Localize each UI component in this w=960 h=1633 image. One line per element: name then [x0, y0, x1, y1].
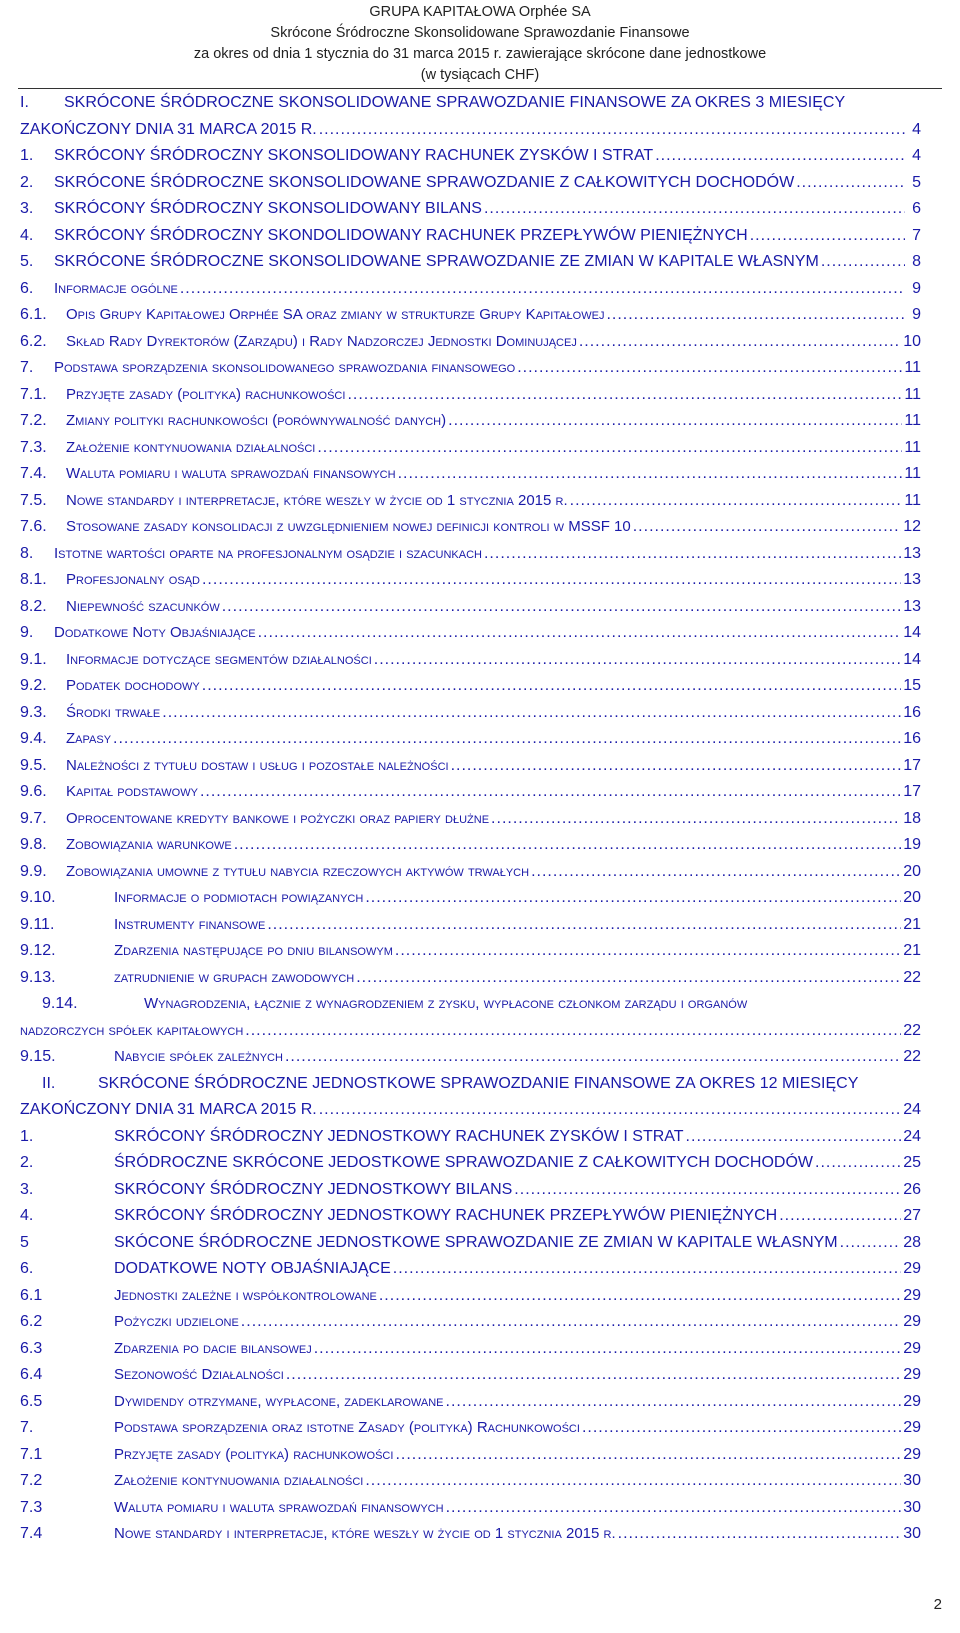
toc-entry[interactable] — [20, 1468, 921, 1495]
toc-page-number: 7 — [912, 226, 921, 244]
toc-entry[interactable] — [20, 1495, 921, 1522]
toc-entry-title-cont: ZAKOŃCZONY DNIA 31 MARCA 2015 R. — [20, 1101, 317, 1118]
toc-entry-number: II. — [42, 1074, 56, 1092]
toc-page-number: 29 — [903, 1286, 921, 1304]
toc-page-number: 29 — [903, 1313, 921, 1330]
toc-leader-dots — [180, 276, 905, 303]
toc-entry-number: 6.1. — [20, 306, 47, 323]
toc-entry-number: 7.4 — [20, 1525, 43, 1542]
toc-entry-number: 7.5. — [20, 491, 47, 509]
toc-leader-dots — [398, 461, 903, 488]
toc-entry-title: Informacje ogólne — [54, 279, 178, 297]
toc-entry[interactable] — [20, 991, 921, 1044]
toc-page-number: 20 — [903, 862, 921, 880]
toc-page-number: 29 — [903, 1260, 921, 1277]
toc-entry-title: SKRÓCONE ŚRÓDROCZNE JEDNOSTKOWE SPRAWOZDANIE FINANSOWE ZA OKRES 12 MIESIĘCY — [98, 1074, 859, 1092]
toc-entry-number: 8. — [20, 544, 34, 562]
toc-entry-title: Pożyczki udzielone — [114, 1313, 239, 1330]
toc-page-number: 11 — [904, 359, 921, 376]
toc-entry[interactable] — [20, 938, 921, 965]
toc-page-number: 22 — [903, 968, 921, 986]
toc-entry-title: Kapitał podstawowy — [66, 783, 198, 800]
toc-entry-number: 9.11. — [20, 915, 55, 933]
toc-entry-title: Stosowane zasady konsolidacji z uwzględnieniem nowej definicji kontroli w MSSF 10 — [66, 518, 631, 535]
toc-entry-title: Jednostki zależne i współkontrolowane — [114, 1286, 377, 1304]
toc-leader-dots — [491, 806, 901, 833]
toc-entry-number: 9.12. — [20, 942, 56, 959]
toc-entry-number: 8.1. — [20, 571, 47, 588]
toc-entry-title: Zapasy — [66, 730, 112, 747]
toc-entry[interactable] — [20, 1336, 921, 1363]
toc-leader-dots — [222, 594, 901, 621]
toc-entry[interactable] — [20, 1442, 921, 1469]
toc-entry-title: Podatek dochodowy — [66, 677, 200, 694]
toc-leader-dots — [162, 700, 901, 727]
toc-page-number: 29 — [903, 1392, 921, 1410]
toc-page-number: 5 — [912, 173, 921, 191]
toc-entry-title: Niepewność szacunków — [66, 597, 220, 615]
toc-page-number: 11 — [904, 412, 921, 429]
toc-entry-number: 7.1. — [20, 385, 47, 403]
toc-leader-dots — [655, 143, 905, 170]
toc-page-number: 13 — [903, 571, 921, 588]
toc-entry-title: Założenie kontynuowania działalności — [114, 1472, 364, 1489]
toc-page-number: 29 — [903, 1339, 921, 1357]
toc-leader-dots — [446, 1389, 902, 1416]
toc-page-number: 21 — [903, 942, 921, 959]
toc-leader-dots — [258, 620, 902, 647]
toc-entry-title: Informacje dotyczące segmentów działalności — [66, 650, 372, 668]
toc-entry[interactable] — [20, 1071, 921, 1124]
toc-entry-title: Środki trwałe — [66, 703, 161, 721]
toc-page-number: 22 — [903, 1048, 921, 1065]
toc-leader-dots — [606, 302, 905, 329]
header-period: za okres od dnia 1 stycznia do 31 marca 2015 r. zawierające skrócone dane jednostkowe — [193, 46, 767, 62]
toc-leader-dots — [356, 965, 901, 992]
header-currency: (w tysiącach CHF) — [420, 67, 540, 83]
toc-entry-title: SKRÓCONE ŚRÓDROCZNE SKONSOLIDOWANE SPRAWOZDANIE Z CAŁKOWITYCH DOCHODÓW — [54, 173, 795, 191]
toc-page-number: 18 — [903, 809, 921, 827]
toc-entry-number: 4. — [20, 1207, 34, 1224]
toc-page-number: 6 — [912, 200, 921, 217]
toc-entry[interactable] — [20, 726, 921, 753]
toc-leader-dots — [267, 912, 901, 939]
toc-leader-dots — [365, 1468, 901, 1495]
page-number: 2 — [933, 1596, 942, 1613]
toc-entry-title: Instrumenty finansowe — [114, 915, 266, 933]
toc-entry-title: Nowe standardy i interpretacje, które weszły w życie od 1 stycznia 2015 r. — [114, 1525, 616, 1542]
toc-entry-title: Sezonowość Działalności — [114, 1366, 284, 1383]
toc-leader-dots — [840, 1230, 902, 1257]
toc-leader-dots — [113, 726, 901, 753]
toc-leader-dots — [451, 753, 902, 780]
toc-entry-number: 3. — [20, 200, 34, 217]
toc-entry-title: Skład Rady Dyrektorów (Zarządu) i Rady Nadzorczej Jednostki Dominującej — [66, 332, 577, 350]
toc-entry-number: 9. — [20, 624, 34, 641]
toc-leader-dots — [319, 1097, 902, 1124]
toc-page-number: 24 — [903, 1101, 921, 1118]
toc-entry-title: Oprocentowane kredyty bankowe i pożyczki oraz papiery dłużne — [66, 809, 490, 827]
toc-page-number: 15 — [903, 677, 921, 694]
toc-page-number: 9 — [912, 279, 921, 297]
toc-leader-dots — [365, 885, 901, 912]
toc-entry-number: 6.4 — [20, 1366, 43, 1383]
toc-leader-dots — [395, 1442, 901, 1469]
toc-entry-number: 3. — [20, 1180, 34, 1198]
toc-entry-number: 7.4. — [20, 465, 47, 482]
toc-entry[interactable] — [20, 673, 921, 700]
toc-entry-title: SKRÓCONY ŚRÓDROCZNY SKONSOLIDOWANY BILANS — [54, 200, 482, 217]
toc-entry-title: Nabycie spółek zależnych — [114, 1048, 283, 1065]
toc-leader-dots — [815, 1150, 901, 1177]
toc-entry-title: SKRÓCONY ŚRÓDROCZNY JEDNOSTKOWY BILANS — [114, 1180, 513, 1198]
toc-entry-title: Należności z tytułu dostaw i usług i pozostałe należności — [66, 756, 449, 774]
toc-entry[interactable] — [20, 965, 921, 992]
toc-leader-dots — [484, 541, 901, 568]
toc-page-number: 12 — [903, 518, 921, 535]
toc-entry-number: 4. — [20, 226, 34, 244]
toc-entry[interactable] — [20, 700, 921, 727]
toc-page-number: 16 — [903, 730, 921, 747]
toc-page-number: 13 — [903, 544, 921, 562]
toc-entry-number: 7.6. — [20, 518, 47, 535]
toc-entry-title: Podstawa sporządzenia skonsolidowanego sprawozdania finansowego — [54, 359, 516, 376]
toc-entry[interactable] — [20, 302, 921, 329]
toc-leader-dots — [319, 117, 905, 144]
toc-page-number: 8 — [912, 253, 921, 270]
toc-entry[interactable] — [20, 1309, 921, 1336]
toc-leader-dots — [570, 488, 903, 515]
toc-entry-title: Zobowiązania umowne z tytułu nabycia rzeczowych aktywów trwałych — [66, 862, 530, 880]
toc-entry-number: 9.15. — [20, 1048, 56, 1065]
toc-entry-title: SKRÓCONY ŚRÓDROCZNY SKONDOLIDOWANY RACHUNEK PRZEPŁYWÓW PIENIĘŻNYCH — [54, 226, 748, 244]
toc-entry[interactable] — [20, 912, 921, 939]
toc-entry[interactable] — [20, 620, 921, 647]
toc-leader-dots — [517, 355, 902, 382]
toc-entry[interactable] — [20, 594, 921, 621]
toc-leader-dots — [286, 1362, 901, 1389]
toc-entry-title: Zdarzenia następujące po dniu bilansowym — [114, 942, 393, 959]
toc-leader-dots — [202, 673, 901, 700]
toc-leader-dots — [582, 1415, 901, 1442]
toc-entry-number: 5. — [20, 253, 34, 270]
toc-leader-dots — [821, 249, 905, 276]
toc-page-number: 11 — [904, 385, 921, 403]
header-company: GRUPA KAPITAŁOWA Orphée SA — [369, 4, 591, 20]
toc-entry-title: Podstawa sporządzenia oraz istotne Zasady (polityka) Rachunkowości — [114, 1419, 580, 1436]
toc-entry[interactable] — [20, 461, 921, 488]
toc-entry[interactable] — [20, 90, 921, 143]
toc-entry[interactable] — [20, 435, 921, 462]
toc-entry[interactable] — [20, 1230, 921, 1257]
toc-page-number: 30 — [903, 1525, 921, 1542]
toc-page-number: 30 — [903, 1472, 921, 1489]
toc-entry-title-cont: ZAKOŃCZONY DNIA 31 MARCA 2015 R. — [20, 120, 317, 138]
toc-entry[interactable] — [20, 249, 921, 276]
toc-entry-title-cont: nadzorczych spółek kapitałowych — [20, 1021, 244, 1039]
toc-entry-number: 7.1 — [20, 1445, 43, 1463]
toc-entry-number: 7.3. — [20, 438, 47, 456]
toc-entry[interactable] — [20, 196, 921, 223]
toc-leader-dots — [234, 832, 902, 859]
toc-entry-title: Profesjonalny osąd — [66, 571, 200, 588]
toc-entry-number: 6.5 — [20, 1392, 43, 1410]
toc-entry-number: 2. — [20, 173, 34, 191]
toc-entry[interactable] — [20, 1283, 921, 1310]
toc-page-number: 28 — [903, 1233, 921, 1251]
toc-entry-title: DODATKOWE NOTY OBJAŚNIAJĄCE — [114, 1260, 391, 1277]
toc-entry[interactable] — [20, 223, 921, 250]
toc-entry[interactable] — [20, 488, 921, 515]
toc-entry-number: 9.4. — [20, 730, 47, 747]
toc-leader-dots — [618, 1521, 902, 1548]
toc-entry-title: zatrudnienie w grupach zawodowych — [114, 968, 355, 986]
toc-entry[interactable] — [20, 276, 921, 303]
header-divider — [18, 88, 942, 89]
toc-entry-number: 9.3. — [20, 703, 47, 721]
toc-entry-title: SKRÓCONY ŚRÓDROCZNY JEDNOSTKOWY RACHUNEK ZYSKÓW I STRAT — [114, 1127, 684, 1145]
toc-entry-title: Założenie kontynuowania działalności — [66, 438, 316, 456]
toc-page-number: 4 — [912, 120, 921, 138]
toc-entry-title: Zobowiązania warunkowe — [66, 836, 232, 853]
toc-entry[interactable] — [20, 408, 921, 435]
toc-page-number: 20 — [903, 889, 921, 906]
toc-leader-dots — [347, 382, 902, 409]
toc-entry[interactable] — [20, 1177, 921, 1204]
toc-entry-number: 7.3 — [20, 1498, 43, 1516]
toc-entry-number: 1. — [20, 1127, 34, 1145]
toc-leader-dots — [779, 1203, 901, 1230]
toc-entry[interactable] — [20, 1389, 921, 1416]
toc-leader-dots — [514, 1177, 901, 1204]
toc-entry-title: Waluta pomiaru i waluta sprawozdań finansowych — [66, 465, 396, 482]
toc-entry-title: SKRÓCONY ŚRÓDROCZNY JEDNOSTKOWY RACHUNEK PRZEPŁYWÓW PIENIĘŻNYCH — [114, 1207, 778, 1224]
toc-entry-number: 6.3 — [20, 1339, 43, 1357]
toc-entry[interactable] — [20, 514, 921, 541]
toc-entry[interactable] — [20, 1203, 921, 1230]
toc-entry-number: 9.7. — [20, 809, 47, 827]
toc-leader-dots — [200, 779, 901, 806]
toc-page-number: 21 — [903, 915, 921, 933]
toc-entry-title: SKRÓCONE ŚRÓDROCZNE SKONSOLIDOWANE SPRAWOZDANIE FINANSOWE ZA OKRES 3 MIESIĘCY — [64, 94, 846, 111]
toc-entry-number: 9.10. — [20, 889, 56, 906]
toc-entry-number: 7.2 — [20, 1472, 43, 1489]
toc-entry-number: 6. — [20, 1260, 34, 1277]
toc-entry-number: 6. — [20, 279, 34, 297]
toc-entry-number: 2. — [20, 1154, 34, 1171]
toc-leader-dots — [531, 859, 901, 886]
toc-entry[interactable] — [20, 647, 921, 674]
toc-entry[interactable] — [20, 541, 921, 568]
toc-page-number: 30 — [903, 1498, 921, 1516]
toc-entry-number: 6.2. — [20, 332, 47, 350]
toc-entry-number: 7.2. — [20, 412, 47, 429]
toc-entry-number: 5 — [20, 1233, 29, 1251]
toc-entry-title: Przyjęte zasady (polityka) rachunkowości — [66, 385, 346, 403]
toc-entry-number: 9.6. — [20, 783, 47, 800]
toc-page-number: 4 — [912, 147, 921, 164]
toc-page-number: 24 — [903, 1127, 921, 1145]
toc-leader-dots — [395, 938, 901, 965]
toc-entry-number: 6.2 — [20, 1313, 43, 1330]
toc-entry[interactable] — [20, 329, 921, 356]
toc-entry-title: Opis Grupy Kapitałowej Orphée SA oraz zmiany w strukturze Grupy Kapitałowej — [66, 306, 605, 323]
toc-page-number: 22 — [903, 1021, 921, 1039]
toc-page-number: 27 — [903, 1207, 921, 1224]
toc-entry-title: SKÓCONE ŚRÓDROCZNE JEDNOSTKOWE SPRAWOZDANIE ZE ZMIAN W KAPITALE WŁASNYM — [114, 1233, 838, 1251]
toc-entry[interactable] — [20, 1124, 921, 1151]
toc-page-number: 29 — [903, 1419, 921, 1436]
toc-entry-title: Informacje o podmiotach powiązanych — [114, 889, 364, 906]
toc-entry-title: SKRÓCONY ŚRÓDROCZNY SKONSOLIDOWANY RACHUNEK ZYSKÓW I STRAT — [54, 147, 654, 164]
toc-page-number: 29 — [903, 1445, 921, 1463]
toc-page-number: 9 — [912, 306, 921, 323]
toc-entry-number: 8.2. — [20, 597, 47, 615]
toc-entry-number: 9.1. — [20, 650, 47, 668]
toc-leader-dots — [686, 1124, 902, 1151]
toc-page-number: 10 — [903, 332, 921, 350]
toc-leader-dots — [202, 567, 901, 594]
toc-entry[interactable] — [20, 355, 921, 382]
toc-entry-number: 7. — [20, 1419, 34, 1436]
toc-entry[interactable] — [20, 1521, 921, 1548]
toc-leader-dots — [245, 1018, 901, 1045]
toc-leader-dots — [393, 1256, 901, 1283]
toc-leader-dots — [579, 329, 901, 356]
toc-entry[interactable] — [20, 1044, 921, 1071]
toc-leader-dots — [317, 435, 902, 462]
toc-page-number: 19 — [903, 836, 921, 853]
toc-entry[interactable] — [20, 806, 921, 833]
toc-leader-dots — [374, 647, 901, 674]
document-header — [0, 0, 960, 86]
toc-page-number: 17 — [903, 756, 921, 774]
toc-entry-number: I. — [20, 94, 29, 111]
toc-entry[interactable] — [20, 1415, 921, 1442]
toc-page-number: 16 — [903, 703, 921, 721]
toc-leader-dots — [448, 408, 902, 435]
toc-entry-title: Nowe standardy i interpretacje, które weszły w życie od 1 stycznia 2015 r. — [66, 491, 568, 509]
toc-leader-dots — [796, 170, 905, 197]
toc-entry-title: Istotne wartości oparte na profesjonalnym osądzie i szacunkach — [54, 544, 482, 562]
toc-entry-number: 6.1 — [20, 1286, 43, 1304]
toc-leader-dots — [241, 1309, 901, 1336]
toc-leader-dots — [633, 514, 901, 541]
toc-leader-dots — [484, 196, 905, 223]
toc-entry[interactable] — [20, 1150, 921, 1177]
toc-leader-dots — [314, 1336, 902, 1363]
toc-page-number: 13 — [903, 597, 921, 615]
toc-entry-number: 9.8. — [20, 836, 47, 853]
toc-entry[interactable] — [20, 753, 921, 780]
toc-page-number: 25 — [903, 1154, 921, 1171]
toc-entry[interactable] — [20, 1362, 921, 1389]
toc-entry-title: Zmiany polityki rachunkowości (porównywalność danych) — [66, 412, 447, 429]
toc-page-number: 29 — [903, 1366, 921, 1383]
toc-entry[interactable] — [20, 567, 921, 594]
header-report-title: Skrócone Śródroczne Skonsolidowane Sprawozdanie Finansowe — [270, 25, 690, 41]
toc-entry-number: 9.2. — [20, 677, 47, 694]
toc-page-number: 26 — [903, 1180, 921, 1198]
toc-page-number: 17 — [903, 783, 921, 800]
toc-entry[interactable] — [20, 832, 921, 859]
toc-entry-number: 9.13. — [20, 968, 56, 986]
toc-entry-title: SKRÓCONE ŚRÓDROCZNE SKONSOLIDOWANE SPRAWOZDANIE ZE ZMIAN W KAPITALE WŁASNYM — [54, 253, 819, 270]
toc-entry[interactable] — [20, 1256, 921, 1283]
toc-entry-title: Przyjęte zasady (polityka) rachunkowości — [114, 1445, 394, 1463]
toc-page-number: 14 — [903, 624, 921, 641]
toc-entry[interactable] — [20, 382, 921, 409]
toc-page-number: 11 — [904, 491, 921, 509]
toc-entry[interactable] — [20, 859, 921, 886]
toc-entry-number: 9.9. — [20, 862, 47, 880]
toc-page-number: 14 — [903, 650, 921, 668]
toc-entry-number: 1. — [20, 147, 34, 164]
toc-entry[interactable] — [20, 885, 921, 912]
toc-entry-title: Wynagrodzenia, łącznie z wynagrodzeniem z zysku, wypłacone członkom zarządu i organów — [144, 995, 748, 1012]
table-of-contents — [20, 90, 921, 1548]
toc-leader-dots — [285, 1044, 901, 1071]
toc-entry-number: 9.14. — [42, 995, 78, 1012]
toc-entry-title: Dywidendy otrzymane, wypłacone, zadeklarowane — [114, 1392, 444, 1410]
toc-entry[interactable] — [20, 779, 921, 806]
toc-entry[interactable] — [20, 143, 921, 170]
toc-page-number: 11 — [904, 465, 921, 482]
toc-entry-title: Zdarzenia po dacie bilansowej — [114, 1339, 312, 1357]
toc-entry-title: ŚRÓDROCZNE SKRÓCONE JEDOSTKOWE SPRAWOZDANIE Z CAŁKOWITYCH DOCHODÓW — [114, 1154, 813, 1171]
toc-leader-dots — [379, 1283, 901, 1310]
toc-leader-dots — [750, 223, 905, 250]
toc-leader-dots — [446, 1495, 902, 1522]
toc-entry-number: 9.5. — [20, 756, 47, 774]
toc-entry[interactable] — [20, 170, 921, 197]
toc-entry-number: 7. — [20, 359, 34, 376]
toc-entry-title: Waluta pomiaru i waluta sprawozdań finansowych — [114, 1498, 444, 1516]
toc-entry-title: Dodatkowe Noty Objaśniające — [54, 624, 256, 641]
toc-page-number: 11 — [904, 438, 921, 456]
